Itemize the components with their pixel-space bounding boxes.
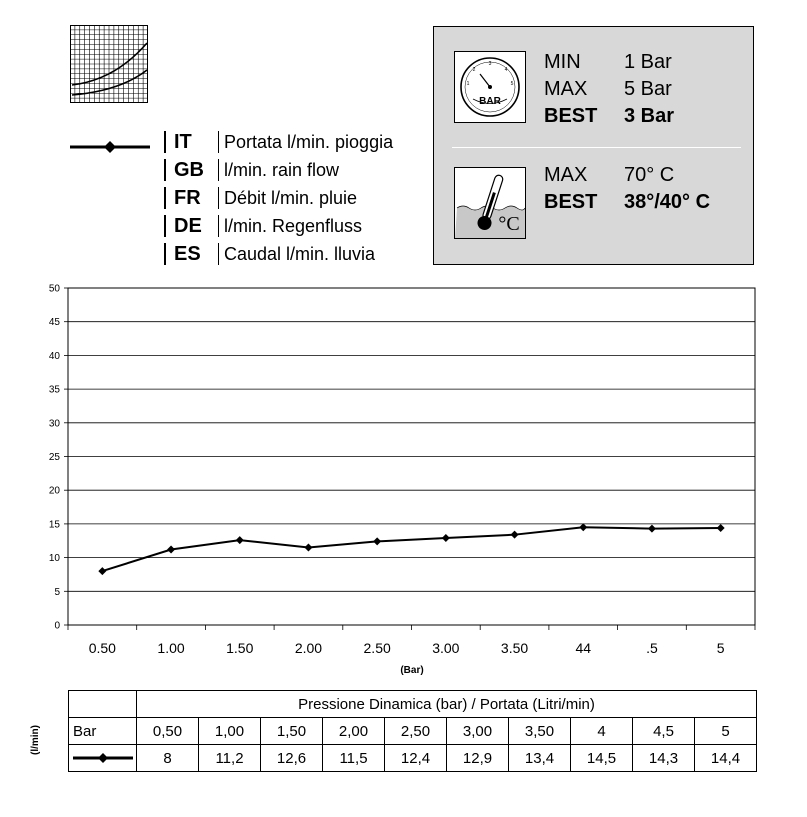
table-cell-bar: 2,50 <box>385 718 447 745</box>
y-tick-label: 35 <box>48 384 60 396</box>
x-tick-label: 0.50 <box>88 640 116 656</box>
x-tick-label: 2.50 <box>363 640 391 656</box>
pressure-value-2: 3 Bar <box>624 105 675 127</box>
y-tick-label: 20 <box>48 485 60 497</box>
data-point <box>98 567 106 575</box>
legend-code: IT <box>174 131 192 153</box>
data-point <box>442 534 450 542</box>
y-tick-label: 0 <box>54 620 60 632</box>
temperature-key-1: BEST <box>544 191 598 213</box>
thermometer-icon <box>454 167 526 239</box>
data-point <box>511 531 519 539</box>
table-cell-flow: 12,9 <box>447 745 509 772</box>
legend-code: GB <box>174 159 204 181</box>
spec-divider <box>452 147 741 148</box>
curve-grid-icon <box>70 25 148 103</box>
table-header: Pressione Dinamica (bar) / Portata (Litri/min) <box>137 691 757 718</box>
x-tick-label: .5 <box>646 640 658 656</box>
y-axis-label: (l/min) <box>30 725 41 755</box>
x-tick-label: 3.00 <box>432 640 460 656</box>
x-tick-label: 1.50 <box>226 640 254 656</box>
y-tick-label: 15 <box>48 519 60 531</box>
table-line-marker-icon <box>70 752 136 764</box>
svg-text:5: 5 <box>510 81 514 87</box>
table-cell-flow: 14,3 <box>633 745 695 772</box>
pressure-key-1: MAX <box>544 78 588 100</box>
table-cell-bar: 0,50 <box>137 718 199 745</box>
legend-line-marker-icon <box>70 140 150 154</box>
svg-text:°C: °C <box>498 213 520 235</box>
data-point <box>236 536 244 544</box>
table-cell-flow: 8 <box>137 745 199 772</box>
table-cell-flow: 14,4 <box>695 745 757 772</box>
svg-text:4: 4 <box>504 67 508 73</box>
temperature-value-1: 38°/40° C <box>624 191 711 213</box>
table-cell-bar: 4,5 <box>633 718 695 745</box>
table-corner <box>69 691 137 718</box>
data-point <box>717 524 725 532</box>
temperature-key-0: MAX <box>544 164 588 186</box>
legend-code: ES <box>174 243 201 265</box>
y-tick-label: 40 <box>48 350 60 362</box>
series-line <box>102 527 720 571</box>
legend-code: DE <box>174 215 202 237</box>
table-cell-bar: 5 <box>695 718 757 745</box>
table-cell-bar: 3,00 <box>447 718 509 745</box>
pressure-value-1: 5 Bar <box>624 78 672 100</box>
table-cell-flow: 13,4 <box>509 745 571 772</box>
data-point <box>167 546 175 554</box>
data-point <box>304 543 312 551</box>
table-cell-flow: 11,2 <box>199 745 261 772</box>
x-axis-label: (Bar) <box>400 665 424 676</box>
x-tick-label: 44 <box>575 640 592 656</box>
table-cell-bar: 4 <box>571 718 633 745</box>
legend-label: l/min. Regenfluss <box>224 216 363 236</box>
table-row-marker <box>69 745 137 772</box>
data-point <box>648 525 656 533</box>
legend-label: Caudal l/min. lluvia <box>224 244 376 264</box>
legend-label: Portata l/min. pioggia <box>224 132 394 152</box>
y-tick-label: 30 <box>48 418 60 430</box>
table-cell-bar: 2,00 <box>323 718 385 745</box>
legend-label: Débit l/min. pluie <box>224 188 358 208</box>
y-tick-label: 25 <box>48 452 60 463</box>
svg-text:3: 3 <box>488 61 492 67</box>
x-tick-label: 1.00 <box>157 640 185 656</box>
data-table <box>68 690 757 772</box>
table-cell-flow: 12,6 <box>261 745 323 772</box>
table-row-label-bar: Bar <box>69 718 137 745</box>
pressure-key-2: BEST <box>544 105 598 127</box>
x-tick-label: 3.50 <box>500 640 529 656</box>
temperature-value-0: 70° C <box>624 164 675 186</box>
svg-text:1: 1 <box>466 81 470 87</box>
data-point <box>373 537 381 545</box>
svg-text:2: 2 <box>472 67 476 73</box>
x-tick-label: 5 <box>716 640 725 656</box>
x-tick-label: 2.00 <box>294 640 323 656</box>
legend-label: l/min. rain flow <box>224 160 340 180</box>
y-tick-label: 45 <box>48 317 60 329</box>
table-cell-bar: 3,50 <box>509 718 571 745</box>
svg-text:BAR: BAR <box>479 96 501 107</box>
table-cell-flow: 11,5 <box>323 745 385 772</box>
table-cell-bar: 1,00 <box>199 718 261 745</box>
legend <box>70 128 430 268</box>
y-tick-label: 50 <box>48 283 60 295</box>
spec-box <box>433 26 754 265</box>
table-cell-flow: 14,5 <box>571 745 633 772</box>
pressure-gauge-icon <box>454 51 526 123</box>
y-tick-label: 5 <box>54 586 60 598</box>
table-cell-flow: 12,4 <box>385 745 447 772</box>
pressure-value-0: 1 Bar <box>624 51 672 73</box>
data-point <box>579 523 587 531</box>
y-tick-label: 10 <box>48 553 60 565</box>
pressure-key-0: MIN <box>544 51 581 73</box>
table-cell-bar: 1,50 <box>261 718 323 745</box>
legend-code: FR <box>174 187 201 209</box>
